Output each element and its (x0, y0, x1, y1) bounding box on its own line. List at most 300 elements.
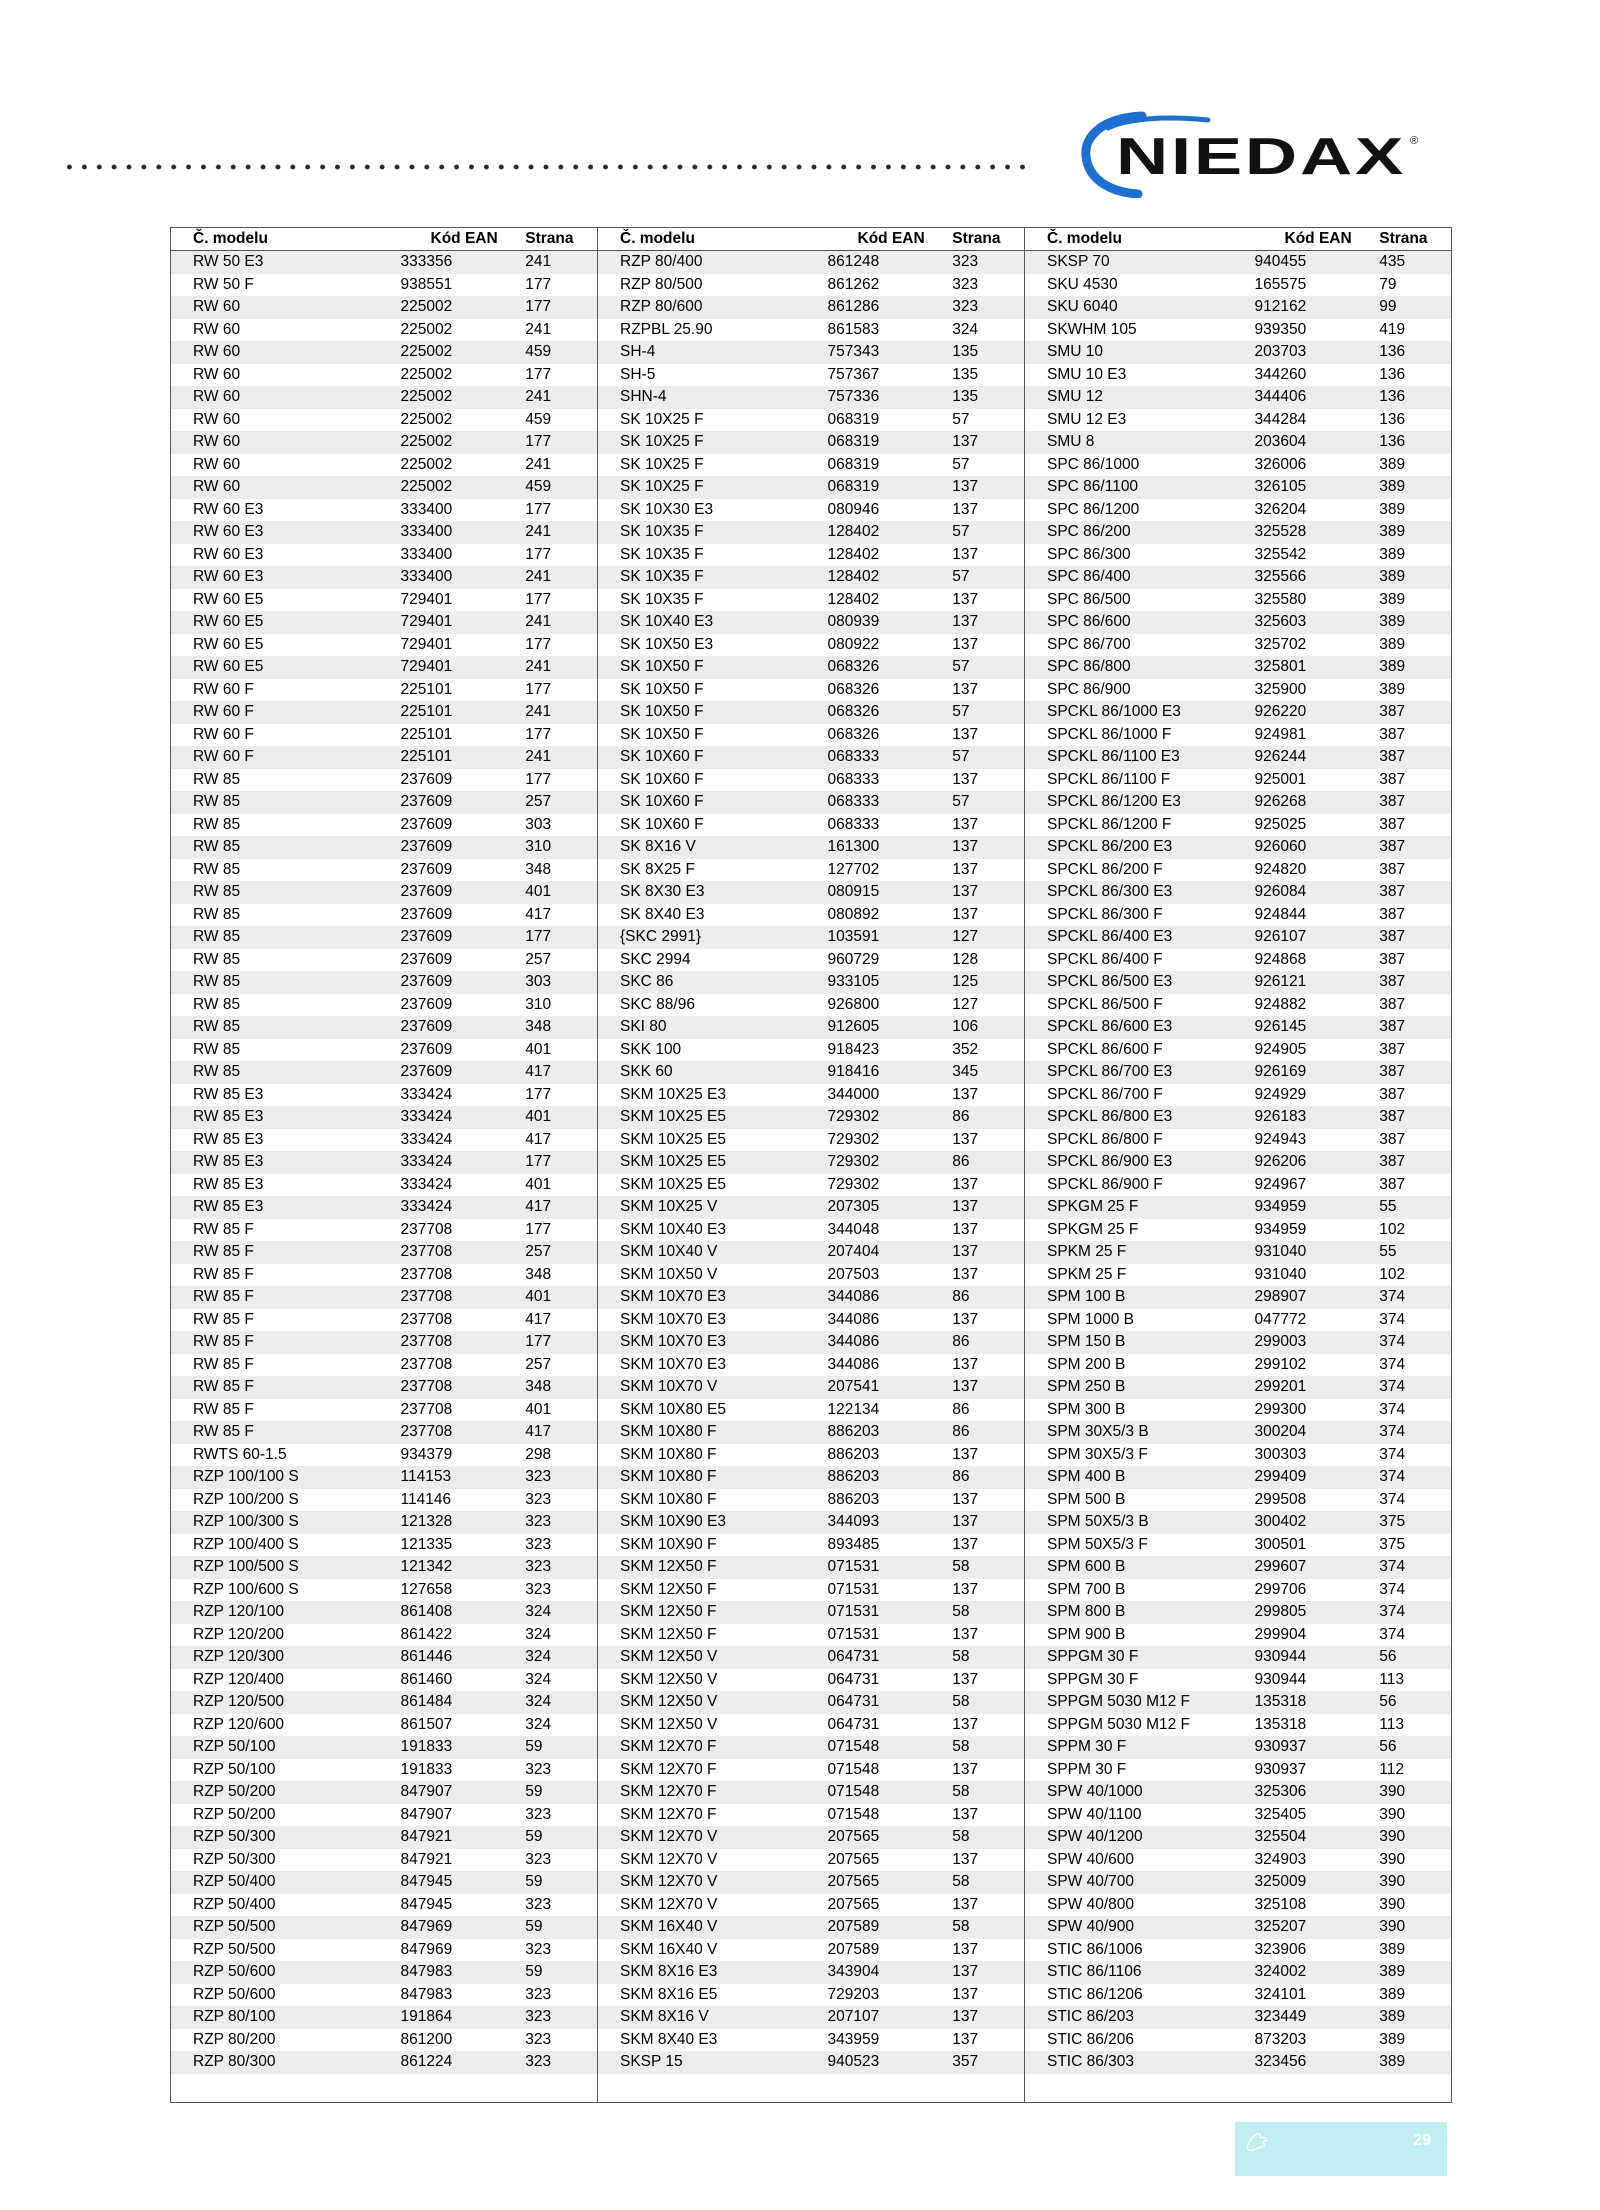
ean-cell: 847907 (400, 1783, 453, 1800)
ean-cell: 925025 (1254, 815, 1307, 833)
model-cell: SKK 60 (620, 1063, 673, 1080)
model-cell: SPC 86/1000 (1047, 455, 1140, 473)
ean-cell: 103591 (827, 928, 880, 945)
page-cell: 55 (1379, 1198, 1397, 1215)
table-row (598, 881, 1024, 904)
table-row (598, 1736, 1024, 1759)
page-cell: 86 (952, 1423, 970, 1440)
model-cell: RW 60 (193, 433, 241, 450)
page-cell: 59 (525, 1963, 543, 1980)
table-row (171, 701, 597, 724)
model-cell: SPPGM 5030 M12 F (1047, 1693, 1191, 1710)
ean-cell: 325542 (1254, 545, 1307, 563)
ean-cell: 925001 (1254, 770, 1307, 788)
ean-cell: 918416 (827, 1063, 880, 1080)
page-cell: 113 (1379, 1670, 1404, 1688)
ean-cell: 847907 (400, 1805, 453, 1823)
page-cell: 177 (525, 1085, 552, 1103)
model-cell: SK 10X60 F (620, 748, 704, 765)
model-cell: SKSP 15 (620, 2053, 683, 2070)
page-cell: 389 (1379, 500, 1406, 518)
model-cell: SPM 30X5/3 B (1047, 1423, 1149, 1440)
ean-cell: 861200 (400, 2030, 453, 2048)
ean-cell: 940523 (827, 2053, 880, 2070)
page-cell: 241 (525, 703, 552, 720)
ean-cell: 333400 (400, 568, 453, 585)
model-cell: SK 10X50 F (620, 725, 704, 743)
table-row (1025, 2029, 1451, 2052)
page-cell: 58 (952, 1918, 970, 1935)
ean-cell: 886203 (827, 1468, 880, 1485)
model-cell: SPCKL 86/300 F (1047, 905, 1163, 923)
model-cell: RW 60 F (193, 703, 254, 720)
model-cell: SKM 8X16 V (620, 2008, 709, 2025)
ean-cell: 122134 (827, 1400, 880, 1418)
model-cell: SPM 1000 B (1047, 1310, 1135, 1328)
ean-cell: 912162 (1254, 298, 1307, 315)
page-cell: 324 (525, 1648, 552, 1665)
model-cell: SPM 900 B (1047, 1625, 1126, 1643)
ean-cell: 343959 (827, 2030, 880, 2048)
ean-cell: 931040 (1254, 1265, 1307, 1283)
header-model: Č. modelu (193, 230, 268, 247)
table-row (598, 1331, 1024, 1354)
model-cell: RZP 50/400 (193, 1895, 276, 1913)
page-cell: 387 (1379, 703, 1406, 720)
ean-cell: 207565 (827, 1828, 880, 1845)
model-cell: SPM 200 B (1047, 1355, 1126, 1373)
table-row (1025, 1106, 1451, 1129)
table-row (1025, 296, 1451, 319)
ean-cell: 325504 (1254, 1828, 1307, 1845)
ean-cell: 325801 (1254, 658, 1307, 675)
model-cell: SPCKL 86/500 E3 (1047, 973, 1173, 990)
page-cell: 137 (952, 1445, 979, 1463)
page-cell: 375 (1379, 1535, 1406, 1553)
model-cell: RZP 50/100 (193, 1738, 276, 1755)
ean-cell: 333424 (400, 1198, 453, 1215)
page-cell: 417 (525, 1130, 552, 1148)
model-cell: STIC 86/206 (1047, 2030, 1135, 2048)
ean-cell: 940455 (1254, 253, 1307, 270)
model-cell: SPM 400 B (1047, 1468, 1126, 1485)
page-cell: 387 (1379, 815, 1406, 833)
page-cell: 401 (525, 883, 552, 900)
ean-cell: 325207 (1254, 1918, 1307, 1935)
model-cell: SKU 6040 (1047, 298, 1118, 315)
model-cell: RW 85 (193, 973, 241, 990)
model-cell: SHN-4 (620, 388, 667, 405)
ean-cell: 237609 (400, 860, 453, 878)
page-cell: 348 (525, 1265, 552, 1283)
table-row (598, 1286, 1024, 1309)
page-cell: 387 (1379, 1040, 1406, 1058)
ean-cell: 068333 (827, 815, 880, 833)
page-cell: 324 (525, 1670, 552, 1688)
page-cell: 389 (1379, 1985, 1406, 2003)
page-cell: 387 (1379, 883, 1406, 900)
page-cell: 137 (952, 883, 979, 900)
model-cell: RW 85 E3 (193, 1108, 264, 1125)
ean-cell: 729302 (827, 1130, 880, 1148)
table-row (598, 2029, 1024, 2052)
table-row (598, 1849, 1024, 1872)
table-row (598, 814, 1024, 837)
model-cell: SKM 12X70 F (620, 1805, 717, 1823)
ean-cell: 325108 (1254, 1895, 1307, 1913)
page-cell: 417 (525, 1063, 552, 1080)
model-cell: SPKM 25 F (1047, 1243, 1127, 1260)
ean-cell: 729302 (827, 1108, 880, 1125)
table-row (171, 1286, 597, 1309)
page-cell: 387 (1379, 973, 1406, 990)
page-cell: 374 (1379, 1580, 1406, 1598)
page-cell: 127 (952, 995, 979, 1013)
table-row (1025, 1894, 1451, 1917)
model-cell: RZP 100/500 S (193, 1558, 299, 1575)
model-cell: SPPGM 30 F (1047, 1648, 1139, 1665)
page-cell: 137 (952, 860, 979, 878)
model-cell: SPCKL 86/200 F (1047, 860, 1163, 878)
table-row (1025, 859, 1451, 882)
model-cell: RW 50 E3 (193, 253, 264, 270)
model-cell: RW 60 (193, 365, 241, 383)
table-row (171, 679, 597, 702)
model-cell: SKM 12X70 V (620, 1850, 718, 1868)
ean-cell: 918423 (827, 1040, 880, 1058)
table-row (598, 1646, 1024, 1669)
model-cell: SKM 10X90 F (620, 1535, 717, 1553)
page-cell: 177 (525, 545, 552, 563)
model-cell: RZP 80/100 (193, 2008, 276, 2025)
ean-cell: 325405 (1254, 1805, 1307, 1823)
ean-cell: 861286 (827, 298, 880, 315)
ean-cell: 873203 (1254, 2030, 1307, 2048)
model-cell: STIC 86/1006 (1047, 1940, 1143, 1958)
ean-cell: 325580 (1254, 590, 1307, 608)
page-cell: 389 (1379, 1963, 1406, 1980)
model-cell: RZP 50/300 (193, 1850, 276, 1868)
model-cell: RW 85 (193, 950, 241, 968)
ean-cell: 071548 (827, 1760, 880, 1778)
page-cell: 177 (525, 433, 552, 450)
ean-cell: 299300 (1254, 1400, 1307, 1418)
table-row (598, 904, 1024, 927)
page-cell: 137 (952, 725, 979, 743)
page-cell: 389 (1379, 545, 1406, 563)
model-cell: SKM 12X70 F (620, 1738, 717, 1755)
table-row (1025, 971, 1451, 994)
page-cell: 177 (525, 928, 552, 945)
model-cell: SPC 86/300 (1047, 545, 1131, 563)
model-cell: RZP 80/400 (620, 253, 703, 270)
ean-cell: 237609 (400, 1063, 453, 1080)
model-cell: SMU 8 (1047, 433, 1095, 450)
page-cell: 348 (525, 860, 552, 878)
ean-cell: 237609 (400, 793, 453, 810)
page-cell: 125 (952, 973, 979, 990)
ean-cell: 161300 (827, 838, 880, 855)
ean-cell: 237609 (400, 883, 453, 900)
table-row (1025, 319, 1451, 342)
ean-cell: 924844 (1254, 905, 1307, 923)
page-cell: 323 (525, 1535, 552, 1553)
page-cell: 137 (952, 1355, 979, 1373)
page-cell: 57 (952, 793, 970, 810)
table-row (171, 994, 597, 1017)
table-row (1025, 1241, 1451, 1264)
table-row (1025, 634, 1451, 657)
page-cell: 298 (525, 1445, 552, 1463)
model-cell: RW 50 F (193, 275, 254, 293)
ean-cell: 299607 (1254, 1558, 1307, 1575)
ean-cell: 121335 (400, 1535, 453, 1553)
ean-cell: 324903 (1254, 1850, 1307, 1868)
ean-cell: 926220 (1254, 703, 1307, 720)
model-cell: SK 10X25 F (620, 410, 704, 428)
model-cell: RW 85 F (193, 1265, 254, 1283)
page-cell: 387 (1379, 1018, 1406, 1035)
ean-cell: 071548 (827, 1783, 880, 1800)
header-page: Strana (525, 230, 574, 247)
table-row (171, 611, 597, 634)
table-row (1025, 1691, 1451, 1714)
table-row (171, 2029, 597, 2052)
model-cell: RZP 100/100 S (193, 1468, 299, 1485)
ean-cell: 080946 (827, 500, 880, 518)
page-cell: 324 (525, 1693, 552, 1710)
model-cell: SKM 8X16 E5 (620, 1985, 718, 2003)
table-row (1025, 926, 1451, 949)
page-cell: 241 (525, 613, 552, 630)
ean-cell: 924905 (1254, 1040, 1307, 1058)
ean-cell: 757367 (827, 365, 880, 383)
model-cell: SPCKL 86/400 E3 (1047, 928, 1173, 945)
ean-cell: 225002 (400, 478, 453, 495)
page-cell: 59 (525, 1783, 543, 1800)
table-row (171, 1759, 597, 1782)
table-row (171, 1781, 597, 1804)
model-cell: SKM 16X40 V (620, 1918, 718, 1935)
table-row (171, 1309, 597, 1332)
model-cell: SPCKL 86/800 E3 (1047, 1108, 1173, 1125)
model-cell: SPCKL 86/900 E3 (1047, 1153, 1173, 1170)
table-row (598, 1984, 1024, 2007)
page-cell: 57 (952, 703, 970, 720)
page-cell: 136 (1379, 343, 1406, 360)
model-cell: SMU 10 E3 (1047, 365, 1127, 383)
table-row (598, 1804, 1024, 1827)
model-cell: SPM 800 B (1047, 1603, 1126, 1620)
table-row (171, 274, 597, 297)
ean-cell: 934959 (1254, 1220, 1307, 1238)
table-row (1025, 409, 1451, 432)
ean-cell: 924943 (1254, 1130, 1307, 1148)
page-cell: 323 (525, 1985, 552, 2003)
table-row (171, 409, 597, 432)
model-cell: STIC 86/1106 (1047, 1963, 1142, 1980)
page-cell: 323 (952, 275, 979, 293)
table-row (598, 1894, 1024, 1917)
table-row (1025, 836, 1451, 859)
table-row (598, 476, 1024, 499)
page-cell: 136 (1379, 365, 1406, 383)
header-ean: Kód EAN (1284, 230, 1352, 247)
model-cell: SPM 600 B (1047, 1558, 1126, 1575)
header-model: Č. modelu (620, 230, 695, 247)
ean-cell: 299003 (1254, 1333, 1307, 1350)
page-cell: 310 (525, 995, 552, 1013)
model-cell: SK 10X60 F (620, 793, 704, 810)
model-cell: RW 60 (193, 388, 241, 405)
table-row (171, 589, 597, 612)
table-row (171, 1534, 597, 1557)
model-cell: SK 10X35 F (620, 523, 704, 540)
ean-cell: 847969 (400, 1940, 453, 1958)
page-cell: 58 (952, 1648, 970, 1665)
page-cell: 374 (1379, 1355, 1406, 1373)
table-row (171, 1871, 597, 1894)
ean-cell: 344000 (827, 1085, 880, 1103)
table-row (1025, 1151, 1451, 1174)
table-row (598, 1241, 1024, 1264)
page-cell: 137 (952, 1310, 979, 1328)
table-row (171, 836, 597, 859)
model-cell: SK 10X30 E3 (620, 500, 714, 518)
table-row (598, 949, 1024, 972)
table-row (598, 1106, 1024, 1129)
ean-cell: 068326 (827, 680, 880, 698)
page-cell: 112 (1379, 1760, 1404, 1778)
table-row (598, 701, 1024, 724)
model-cell: RW 85 F (193, 1423, 254, 1440)
ean-cell: 080892 (827, 905, 880, 923)
model-cell: RW 85 E3 (193, 1175, 264, 1193)
page-cell: 177 (525, 1333, 552, 1350)
table-row (171, 1084, 597, 1107)
page-cell: 137 (952, 1760, 979, 1778)
table-row (171, 2051, 597, 2074)
ean-cell: 847945 (400, 1873, 453, 1890)
model-cell: SPPM 30 F (1047, 1738, 1127, 1755)
page-cell: 387 (1379, 950, 1406, 968)
model-cell: SKSP 70 (1047, 253, 1110, 270)
page-cell: 419 (1379, 320, 1406, 338)
model-cell: SPW 40/800 (1047, 1895, 1135, 1913)
page-cell: 136 (1379, 433, 1406, 450)
table-row (1025, 1579, 1451, 1602)
model-cell: SPCKL 86/500 F (1047, 995, 1163, 1013)
page-cell: 137 (952, 1715, 979, 1733)
page-cell: 58 (952, 1783, 970, 1800)
ean-cell: 325528 (1254, 523, 1307, 540)
model-cell: RW 60 E3 (193, 500, 264, 518)
table-column-2 (597, 228, 1024, 2102)
ean-cell: 237708 (400, 1243, 453, 1260)
ean-cell: 225002 (400, 365, 453, 383)
ean-cell: 047772 (1254, 1310, 1307, 1328)
page-cell: 57 (952, 410, 970, 428)
ean-cell: 068326 (827, 658, 880, 675)
table-column-3 (1024, 228, 1451, 2102)
model-cell: RZP 50/600 (193, 1985, 276, 2003)
ean-cell: 930937 (1254, 1738, 1307, 1755)
table-row (1025, 476, 1451, 499)
table-row (171, 926, 597, 949)
page-cell: 387 (1379, 928, 1406, 945)
ean-cell: 325900 (1254, 680, 1307, 698)
model-cell: SPC 86/800 (1047, 658, 1131, 675)
ean-cell: 207565 (827, 1895, 880, 1913)
ean-cell: 926800 (827, 995, 880, 1013)
model-cell: SPCKL 86/700 E3 (1047, 1063, 1173, 1080)
table-row (1025, 1646, 1451, 1669)
ean-cell: 237708 (400, 1333, 453, 1350)
table-row (171, 1916, 597, 1939)
ean-cell: 237609 (400, 905, 453, 923)
model-cell: SKM 10X25 E3 (620, 1085, 726, 1103)
page-cell: 401 (525, 1400, 552, 1418)
page-cell: 389 (1379, 2008, 1406, 2025)
table-row (598, 836, 1024, 859)
model-cell: RZP 120/100 (193, 1603, 285, 1620)
model-cell: SPCKL 86/1200 E3 (1047, 793, 1181, 810)
page-cell: 374 (1379, 1310, 1406, 1328)
ean-cell: 064731 (827, 1693, 880, 1710)
ean-cell: 912605 (827, 1018, 880, 1035)
ean-cell: 333400 (400, 545, 453, 563)
ean-cell: 729203 (827, 1985, 880, 2003)
table-row (171, 2006, 597, 2029)
table-row (598, 1421, 1024, 1444)
model-cell: SK 10X25 F (620, 478, 704, 495)
table-row (1025, 1016, 1451, 1039)
ean-cell: 127702 (827, 860, 880, 878)
table-row (171, 476, 597, 499)
model-cell: RW 85 (193, 770, 241, 788)
page-cell: 348 (525, 1378, 552, 1395)
page-cell: 387 (1379, 905, 1406, 923)
model-cell: SPC 86/1200 (1047, 500, 1140, 518)
ean-cell: 225002 (400, 388, 453, 405)
ean-cell: 068319 (827, 433, 880, 450)
model-cell: SPCKL 86/400 F (1047, 950, 1163, 968)
table-row (598, 2051, 1024, 2074)
page-cell: 137 (952, 680, 979, 698)
page-cell: 323 (525, 2053, 552, 2070)
page-cell: 137 (952, 635, 979, 653)
model-cell: RW 85 (193, 838, 241, 855)
ean-cell: 207305 (827, 1198, 880, 1215)
table-row (598, 1961, 1024, 1984)
table-row (171, 319, 597, 342)
table-row (598, 859, 1024, 882)
ean-cell: 886203 (827, 1490, 880, 1508)
page-cell: 389 (1379, 568, 1406, 585)
page-cell: 57 (952, 455, 970, 473)
model-cell: SMU 12 (1047, 388, 1103, 405)
page-cell: 137 (952, 1670, 979, 1688)
table-row (1025, 1264, 1451, 1287)
table-row (1025, 1961, 1451, 1984)
page-cell: 137 (952, 1175, 979, 1193)
table-row (1025, 454, 1451, 477)
model-cell: RW 60 F (193, 680, 254, 698)
table-row (171, 1016, 597, 1039)
table-row (171, 724, 597, 747)
page-cell: 241 (525, 658, 552, 675)
table-row (598, 611, 1024, 634)
